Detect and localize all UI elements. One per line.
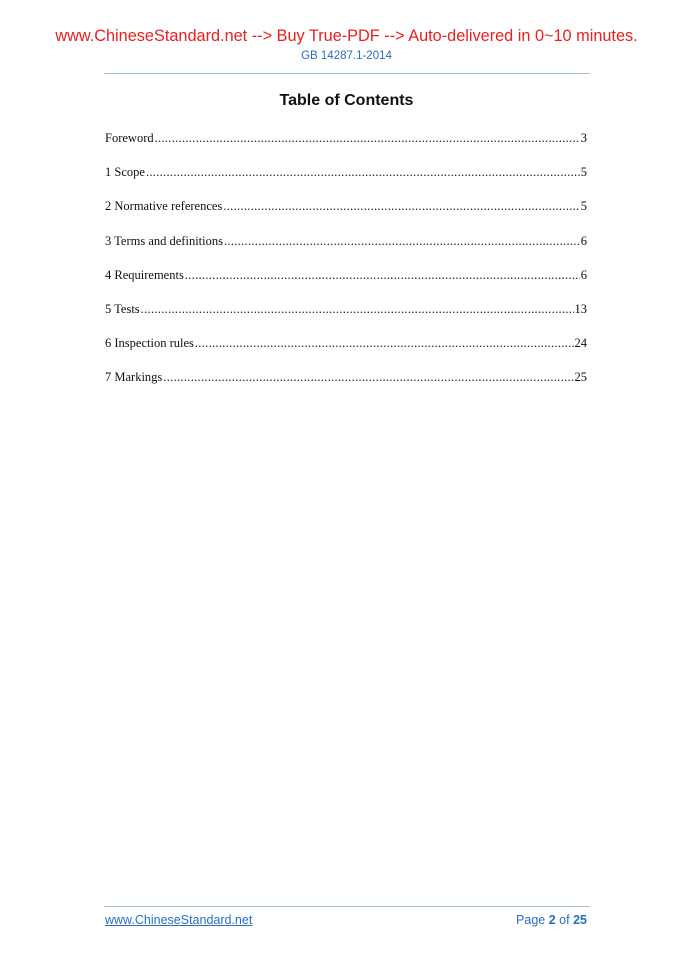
toc-dot-leader [141,302,574,317]
toc-entry-label: 6 Inspection rules [105,336,194,351]
toc-entry-inspection-rules[interactable] [105,336,587,370]
toc-dot-leader [185,268,580,283]
toc-entry-page: 6 [580,233,587,248]
toc-entry-tests[interactable] [105,302,587,336]
toc-dot-leader [224,234,580,249]
header-divider [104,73,590,74]
current-page-number: 2 [548,913,556,927]
toc-dot-leader [163,370,573,385]
page-title: Table of Contents [279,92,414,109]
toc-dot-leader [155,131,580,146]
toc-entry-foreword[interactable] [105,131,587,165]
toc-entry-label: 3 Terms and definitions [105,233,223,248]
page-indicator [516,913,587,927]
page-footer [105,913,587,927]
total-pages-number: 25 [573,913,587,927]
toc-entry-markings[interactable] [105,370,587,404]
toc-entry-label: 5 Tests [105,301,140,316]
toc-entry-scope[interactable] [105,165,587,199]
table-of-contents [105,131,587,405]
toc-entry-label: Foreword [105,131,154,145]
toc-entry-terms-and-definitions[interactable] [105,234,587,268]
toc-entry-page: 25 [574,370,587,385]
footer-divider [104,906,590,907]
toc-entry-page: 3 [580,131,587,145]
toc-entry-normative-references[interactable] [105,199,587,233]
toc-entry-label: 7 Markings [105,370,163,385]
toc-entry-label: 4 Requirements [105,267,184,282]
footer-website-link[interactable]: www.ChineseStandard.net [105,913,253,927]
document-number: GB 14287.1-2014 [301,50,392,62]
toc-entry-label: 1 Scope [105,165,145,180]
page-word: Page [516,913,546,927]
promo-banner[interactable]: www.ChineseStandard.net --> Buy True-PDF --> Auto-delivered in 0~10 minutes. [55,27,638,45]
toc-dot-leader [146,165,580,180]
toc-entry-page: 13 [574,301,587,316]
toc-entry-page: 5 [580,165,587,180]
toc-entry-requirements[interactable] [105,268,587,302]
toc-entry-page: 24 [574,336,587,351]
toc-entry-page: 5 [580,199,587,214]
toc-entry-label: 2 Normative references [105,199,223,214]
of-word: of [559,913,570,927]
toc-dot-leader [223,199,579,214]
toc-dot-leader [195,336,574,351]
toc-entry-page: 6 [580,267,587,282]
